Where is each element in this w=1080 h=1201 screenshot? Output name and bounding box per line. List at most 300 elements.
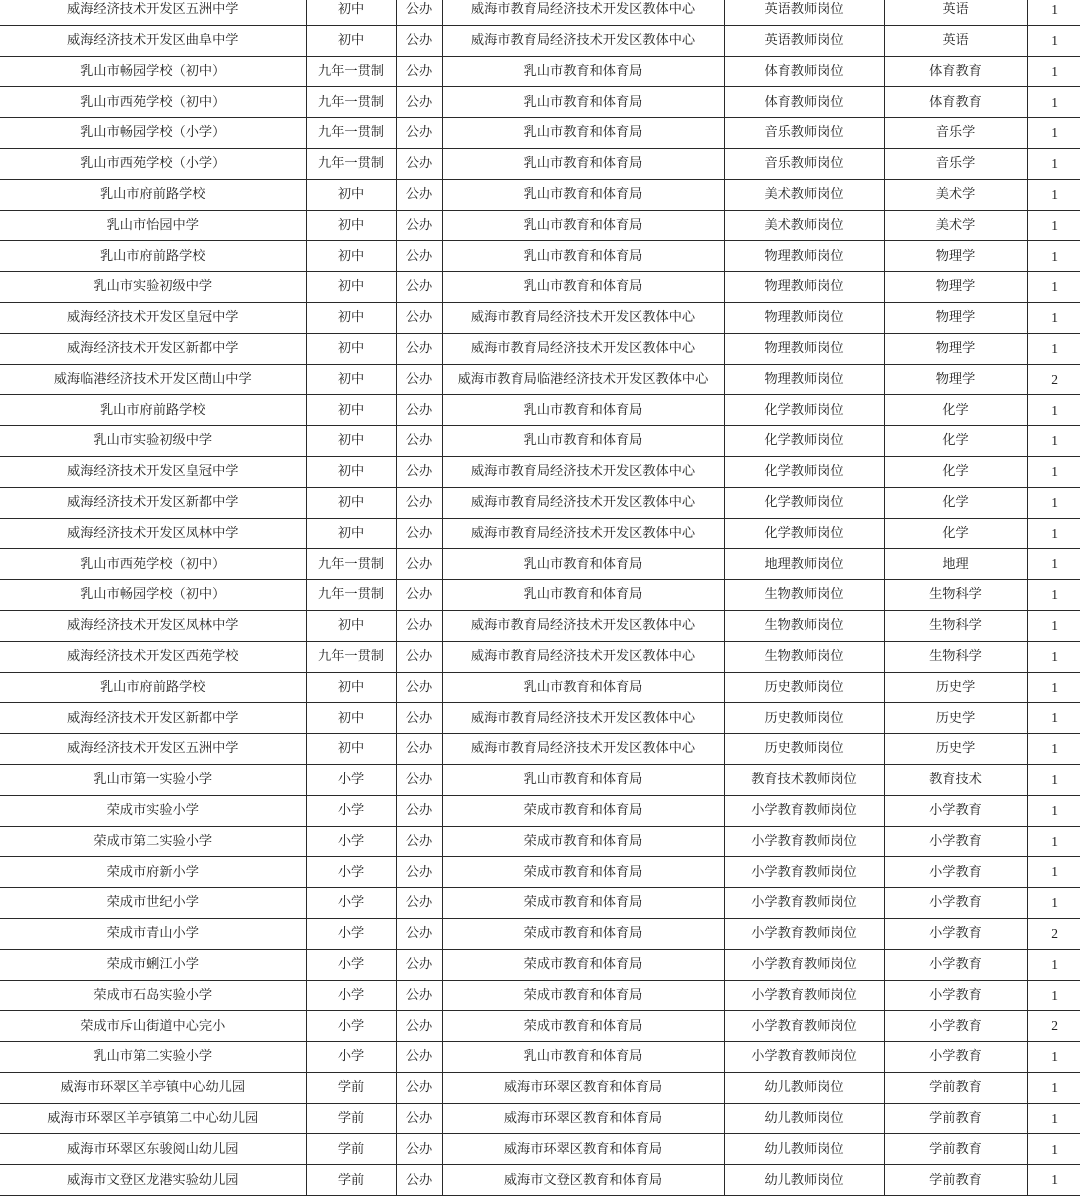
school-type-cell: 小学	[306, 857, 396, 888]
table-row	[0, 333, 1080, 364]
position-cell: 英语教师岗位	[724, 25, 884, 56]
table-row	[0, 148, 1080, 179]
school-type-cell: 九年一贯制	[306, 580, 396, 611]
count-cell: 1	[1027, 0, 1080, 25]
authority-cell: 威海市教育局经济技术开发区教体中心	[442, 703, 724, 734]
count-cell: 1	[1027, 641, 1080, 672]
count-cell: 1	[1027, 826, 1080, 857]
ownership-cell: 公办	[396, 1165, 442, 1196]
count-cell: 1	[1027, 672, 1080, 703]
ownership-cell: 公办	[396, 364, 442, 395]
authority-cell: 乳山市教育和体育局	[442, 426, 724, 457]
school-cell: 威海市环翠区羊亭镇第二中心幼儿园	[0, 1103, 306, 1134]
school-type-cell: 九年一贯制	[306, 549, 396, 580]
school-cell: 荣成市石岛实验小学	[0, 980, 306, 1011]
school-type-cell: 学前	[306, 1103, 396, 1134]
table-row	[0, 641, 1080, 672]
ownership-cell: 公办	[396, 610, 442, 641]
position-cell: 物理教师岗位	[724, 302, 884, 333]
table-row	[0, 703, 1080, 734]
authority-cell: 威海市教育局临港经济技术开发区教体中心	[442, 364, 724, 395]
school-type-cell: 初中	[306, 179, 396, 210]
position-cell: 音乐教师岗位	[724, 118, 884, 149]
major-cell: 教育技术	[884, 764, 1027, 795]
ownership-cell: 公办	[396, 56, 442, 87]
school-cell: 威海市环翠区东骏阅山幼儿园	[0, 1134, 306, 1165]
ownership-cell: 公办	[396, 241, 442, 272]
position-cell: 教育技术教师岗位	[724, 764, 884, 795]
table-row	[0, 949, 1080, 980]
major-cell: 学前教育	[884, 1072, 1027, 1103]
count-cell: 1	[1027, 179, 1080, 210]
count-cell: 1	[1027, 1103, 1080, 1134]
authority-cell: 荣成市教育和体育局	[442, 795, 724, 826]
school-cell: 乳山市实验初级中学	[0, 426, 306, 457]
authority-cell: 威海市教育局经济技术开发区教体中心	[442, 610, 724, 641]
school-cell: 乳山市府前路学校	[0, 241, 306, 272]
major-cell: 化学	[884, 426, 1027, 457]
school-type-cell: 初中	[306, 672, 396, 703]
major-cell: 英语	[884, 25, 1027, 56]
ownership-cell: 公办	[396, 826, 442, 857]
authority-cell: 威海市教育局经济技术开发区教体中心	[442, 0, 724, 25]
major-cell: 体育教育	[884, 87, 1027, 118]
authority-cell: 乳山市教育和体育局	[442, 118, 724, 149]
authority-cell: 乳山市教育和体育局	[442, 580, 724, 611]
table-row	[0, 302, 1080, 333]
position-cell: 小学教育教师岗位	[724, 826, 884, 857]
position-cell: 化学教师岗位	[724, 487, 884, 518]
position-cell: 物理教师岗位	[724, 241, 884, 272]
school-cell: 乳山市畅园学校（初中）	[0, 580, 306, 611]
position-cell: 幼儿教师岗位	[724, 1072, 884, 1103]
ownership-cell: 公办	[396, 518, 442, 549]
major-cell: 化学	[884, 487, 1027, 518]
authority-cell: 荣成市教育和体育局	[442, 888, 724, 919]
ownership-cell: 公办	[396, 179, 442, 210]
school-cell: 威海经济技术开发区五洲中学	[0, 0, 306, 25]
major-cell: 音乐学	[884, 148, 1027, 179]
authority-cell: 乳山市教育和体育局	[442, 672, 724, 703]
school-cell: 威海经济技术开发区新都中学	[0, 487, 306, 518]
authority-cell: 威海市文登区教育和体育局	[442, 1165, 724, 1196]
position-cell: 化学教师岗位	[724, 395, 884, 426]
table-row	[0, 1011, 1080, 1042]
school-type-cell: 小学	[306, 888, 396, 919]
school-cell: 乳山市第一实验小学	[0, 764, 306, 795]
table-row	[0, 426, 1080, 457]
ownership-cell: 公办	[396, 580, 442, 611]
count-cell: 1	[1027, 1165, 1080, 1196]
school-cell: 威海经济技术开发区西苑学校	[0, 641, 306, 672]
table-row	[0, 210, 1080, 241]
count-cell: 1	[1027, 703, 1080, 734]
school-cell: 荣成市世纪小学	[0, 888, 306, 919]
major-cell: 小学教育	[884, 888, 1027, 919]
count-cell: 2	[1027, 1011, 1080, 1042]
position-cell: 物理教师岗位	[724, 272, 884, 303]
school-cell: 威海经济技术开发区新都中学	[0, 703, 306, 734]
major-cell: 小学教育	[884, 795, 1027, 826]
count-cell: 1	[1027, 1042, 1080, 1073]
ownership-cell: 公办	[396, 888, 442, 919]
position-cell: 生物教师岗位	[724, 610, 884, 641]
position-cell: 生物教师岗位	[724, 580, 884, 611]
count-cell: 1	[1027, 1072, 1080, 1103]
count-cell: 1	[1027, 25, 1080, 56]
major-cell: 学前教育	[884, 1103, 1027, 1134]
authority-cell: 荣成市教育和体育局	[442, 857, 724, 888]
school-type-cell: 九年一贯制	[306, 118, 396, 149]
major-cell: 物理学	[884, 364, 1027, 395]
count-cell: 1	[1027, 518, 1080, 549]
school-type-cell: 初中	[306, 456, 396, 487]
major-cell: 历史学	[884, 734, 1027, 765]
school-cell: 威海临港经济技术开发区蔄山中学	[0, 364, 306, 395]
authority-cell: 荣成市教育和体育局	[442, 980, 724, 1011]
school-type-cell: 小学	[306, 826, 396, 857]
authority-cell: 威海市教育局经济技术开发区教体中心	[442, 302, 724, 333]
authority-cell: 荣成市教育和体育局	[442, 1011, 724, 1042]
school-cell: 威海经济技术开发区五洲中学	[0, 734, 306, 765]
school-type-cell: 小学	[306, 795, 396, 826]
authority-cell: 乳山市教育和体育局	[442, 1042, 724, 1073]
authority-cell: 乳山市教育和体育局	[442, 179, 724, 210]
school-cell: 荣成市府新小学	[0, 857, 306, 888]
school-cell: 威海经济技术开发区凤林中学	[0, 518, 306, 549]
major-cell: 美术学	[884, 210, 1027, 241]
table-row	[0, 241, 1080, 272]
school-type-cell: 初中	[306, 734, 396, 765]
school-cell: 威海经济技术开发区凤林中学	[0, 610, 306, 641]
table-row	[0, 580, 1080, 611]
authority-cell: 荣成市教育和体育局	[442, 826, 724, 857]
table-row	[0, 1042, 1080, 1073]
count-cell: 1	[1027, 549, 1080, 580]
position-cell: 小学教育教师岗位	[724, 795, 884, 826]
major-cell: 美术学	[884, 179, 1027, 210]
count-cell: 1	[1027, 118, 1080, 149]
school-type-cell: 初中	[306, 395, 396, 426]
position-cell: 美术教师岗位	[724, 179, 884, 210]
school-cell: 威海经济技术开发区曲阜中学	[0, 25, 306, 56]
table-row	[0, 118, 1080, 149]
table-row	[0, 610, 1080, 641]
ownership-cell: 公办	[396, 1134, 442, 1165]
count-cell: 1	[1027, 210, 1080, 241]
position-cell: 小学教育教师岗位	[724, 888, 884, 919]
ownership-cell: 公办	[396, 1072, 442, 1103]
position-cell: 体育教师岗位	[724, 87, 884, 118]
count-cell: 1	[1027, 395, 1080, 426]
school-cell: 乳山市西苑学校（小学）	[0, 148, 306, 179]
ownership-cell: 公办	[396, 980, 442, 1011]
ownership-cell: 公办	[396, 918, 442, 949]
school-type-cell: 学前	[306, 1134, 396, 1165]
position-cell: 生物教师岗位	[724, 641, 884, 672]
school-type-cell: 初中	[306, 703, 396, 734]
school-type-cell: 初中	[306, 426, 396, 457]
count-cell: 1	[1027, 949, 1080, 980]
ownership-cell: 公办	[396, 703, 442, 734]
ownership-cell: 公办	[396, 734, 442, 765]
major-cell: 化学	[884, 395, 1027, 426]
ownership-cell: 公办	[396, 641, 442, 672]
school-type-cell: 初中	[306, 518, 396, 549]
authority-cell: 威海市教育局经济技术开发区教体中心	[442, 25, 724, 56]
position-cell: 音乐教师岗位	[724, 148, 884, 179]
school-type-cell: 初中	[306, 210, 396, 241]
table-row	[0, 1134, 1080, 1165]
table-row	[0, 918, 1080, 949]
table-row	[0, 826, 1080, 857]
authority-cell: 威海市教育局经济技术开发区教体中心	[442, 456, 724, 487]
table-row	[0, 734, 1080, 765]
position-cell: 化学教师岗位	[724, 426, 884, 457]
major-cell: 英语	[884, 0, 1027, 25]
school-type-cell: 初中	[306, 272, 396, 303]
table-row	[0, 487, 1080, 518]
school-cell: 乳山市府前路学校	[0, 179, 306, 210]
ownership-cell: 公办	[396, 210, 442, 241]
school-type-cell: 小学	[306, 918, 396, 949]
school-type-cell: 小学	[306, 764, 396, 795]
school-type-cell: 小学	[306, 980, 396, 1011]
position-cell: 小学教育教师岗位	[724, 857, 884, 888]
authority-cell: 威海市环翠区教育和体育局	[442, 1134, 724, 1165]
count-cell: 1	[1027, 302, 1080, 333]
position-cell: 化学教师岗位	[724, 456, 884, 487]
major-cell: 物理学	[884, 302, 1027, 333]
major-cell: 物理学	[884, 241, 1027, 272]
major-cell: 小学教育	[884, 857, 1027, 888]
major-cell: 体育教育	[884, 56, 1027, 87]
school-cell: 乳山市府前路学校	[0, 395, 306, 426]
authority-cell: 威海市环翠区教育和体育局	[442, 1072, 724, 1103]
table-row	[0, 549, 1080, 580]
count-cell: 1	[1027, 580, 1080, 611]
count-cell: 1	[1027, 487, 1080, 518]
major-cell: 地理	[884, 549, 1027, 580]
authority-cell: 荣成市教育和体育局	[442, 949, 724, 980]
ownership-cell: 公办	[396, 148, 442, 179]
ownership-cell: 公办	[396, 302, 442, 333]
authority-cell: 威海市教育局经济技术开发区教体中心	[442, 487, 724, 518]
count-cell: 1	[1027, 1134, 1080, 1165]
position-cell: 小学教育教师岗位	[724, 1011, 884, 1042]
count-cell: 1	[1027, 610, 1080, 641]
ownership-cell: 公办	[396, 426, 442, 457]
count-cell: 2	[1027, 364, 1080, 395]
count-cell: 1	[1027, 764, 1080, 795]
ownership-cell: 公办	[396, 795, 442, 826]
ownership-cell: 公办	[396, 0, 442, 25]
major-cell: 小学教育	[884, 1011, 1027, 1042]
count-cell: 1	[1027, 795, 1080, 826]
authority-cell: 威海市教育局经济技术开发区教体中心	[442, 333, 724, 364]
table-row	[0, 795, 1080, 826]
major-cell: 历史学	[884, 703, 1027, 734]
position-cell: 小学教育教师岗位	[724, 918, 884, 949]
table-row	[0, 672, 1080, 703]
table-row	[0, 395, 1080, 426]
position-cell: 地理教师岗位	[724, 549, 884, 580]
ownership-cell: 公办	[396, 456, 442, 487]
table-row	[0, 272, 1080, 303]
major-cell: 小学教育	[884, 826, 1027, 857]
authority-cell: 乳山市教育和体育局	[442, 395, 724, 426]
count-cell: 1	[1027, 734, 1080, 765]
ownership-cell: 公办	[396, 1042, 442, 1073]
school-cell: 乳山市西苑学校（初中）	[0, 87, 306, 118]
school-cell: 乳山市第二实验小学	[0, 1042, 306, 1073]
count-cell: 1	[1027, 456, 1080, 487]
authority-cell: 荣成市教育和体育局	[442, 918, 724, 949]
authority-cell: 乳山市教育和体育局	[442, 87, 724, 118]
ownership-cell: 公办	[396, 857, 442, 888]
school-type-cell: 初中	[306, 333, 396, 364]
school-cell: 威海市文登区龙港实验幼儿园	[0, 1165, 306, 1196]
authority-cell: 乳山市教育和体育局	[442, 210, 724, 241]
authority-cell: 乳山市教育和体育局	[442, 56, 724, 87]
school-cell: 荣成市实验小学	[0, 795, 306, 826]
school-cell: 荣成市蜊江小学	[0, 949, 306, 980]
school-cell: 威海经济技术开发区皇冠中学	[0, 456, 306, 487]
position-cell: 物理教师岗位	[724, 333, 884, 364]
count-cell: 1	[1027, 56, 1080, 87]
table-row	[0, 518, 1080, 549]
position-cell: 历史教师岗位	[724, 734, 884, 765]
major-cell: 物理学	[884, 272, 1027, 303]
authority-cell: 乳山市教育和体育局	[442, 148, 724, 179]
school-type-cell: 九年一贯制	[306, 87, 396, 118]
authority-cell: 乳山市教育和体育局	[442, 549, 724, 580]
position-cell: 幼儿教师岗位	[724, 1134, 884, 1165]
major-cell: 物理学	[884, 333, 1027, 364]
count-cell: 1	[1027, 980, 1080, 1011]
table-row	[0, 1072, 1080, 1103]
count-cell: 1	[1027, 148, 1080, 179]
school-type-cell: 学前	[306, 1072, 396, 1103]
ownership-cell: 公办	[396, 118, 442, 149]
position-cell: 小学教育教师岗位	[724, 949, 884, 980]
position-cell: 幼儿教师岗位	[724, 1103, 884, 1134]
position-cell: 英语教师岗位	[724, 0, 884, 25]
table-row	[0, 56, 1080, 87]
school-type-cell: 初中	[306, 25, 396, 56]
position-cell: 物理教师岗位	[724, 364, 884, 395]
school-type-cell: 九年一贯制	[306, 148, 396, 179]
table-row	[0, 1103, 1080, 1134]
major-cell: 小学教育	[884, 949, 1027, 980]
school-cell: 乳山市府前路学校	[0, 672, 306, 703]
authority-cell: 威海市环翠区教育和体育局	[442, 1103, 724, 1134]
school-type-cell: 九年一贯制	[306, 56, 396, 87]
table-row	[0, 456, 1080, 487]
ownership-cell: 公办	[396, 87, 442, 118]
position-cell: 化学教师岗位	[724, 518, 884, 549]
table-row	[0, 857, 1080, 888]
major-cell: 历史学	[884, 672, 1027, 703]
table-row	[0, 0, 1080, 25]
major-cell: 音乐学	[884, 118, 1027, 149]
school-type-cell: 小学	[306, 1042, 396, 1073]
count-cell: 1	[1027, 333, 1080, 364]
ownership-cell: 公办	[396, 272, 442, 303]
count-cell: 1	[1027, 857, 1080, 888]
major-cell: 生物科学	[884, 610, 1027, 641]
authority-cell: 威海市教育局经济技术开发区教体中心	[442, 518, 724, 549]
position-cell: 幼儿教师岗位	[724, 1165, 884, 1196]
table-row	[0, 1165, 1080, 1196]
school-type-cell: 初中	[306, 241, 396, 272]
major-cell: 生物科学	[884, 580, 1027, 611]
ownership-cell: 公办	[396, 672, 442, 703]
ownership-cell: 公办	[396, 395, 442, 426]
school-cell: 乳山市实验初级中学	[0, 272, 306, 303]
authority-cell: 乳山市教育和体育局	[442, 764, 724, 795]
major-cell: 生物科学	[884, 641, 1027, 672]
major-cell: 化学	[884, 518, 1027, 549]
school-type-cell: 初中	[306, 0, 396, 25]
position-cell: 历史教师岗位	[724, 703, 884, 734]
ownership-cell: 公办	[396, 549, 442, 580]
school-cell: 荣成市第二实验小学	[0, 826, 306, 857]
school-type-cell: 学前	[306, 1165, 396, 1196]
ownership-cell: 公办	[396, 333, 442, 364]
position-cell: 体育教师岗位	[724, 56, 884, 87]
ownership-cell: 公办	[396, 1011, 442, 1042]
school-cell: 威海经济技术开发区新都中学	[0, 333, 306, 364]
table-row	[0, 980, 1080, 1011]
school-cell: 威海经济技术开发区皇冠中学	[0, 302, 306, 333]
count-cell: 1	[1027, 87, 1080, 118]
count-cell: 1	[1027, 241, 1080, 272]
ownership-cell: 公办	[396, 487, 442, 518]
position-cell: 历史教师岗位	[724, 672, 884, 703]
school-type-cell: 初中	[306, 487, 396, 518]
major-cell: 小学教育	[884, 918, 1027, 949]
school-cell: 乳山市西苑学校（初中）	[0, 549, 306, 580]
school-cell: 乳山市畅园学校（初中）	[0, 56, 306, 87]
school-cell: 乳山市怡园中学	[0, 210, 306, 241]
count-cell: 1	[1027, 272, 1080, 303]
major-cell: 学前教育	[884, 1134, 1027, 1165]
table-row	[0, 888, 1080, 919]
authority-cell: 威海市教育局经济技术开发区教体中心	[442, 641, 724, 672]
school-type-cell: 九年一贯制	[306, 641, 396, 672]
school-type-cell: 初中	[306, 610, 396, 641]
count-cell: 1	[1027, 888, 1080, 919]
count-cell: 1	[1027, 426, 1080, 457]
position-cell: 小学教育教师岗位	[724, 1042, 884, 1073]
ownership-cell: 公办	[396, 25, 442, 56]
table-row	[0, 25, 1080, 56]
ownership-cell: 公办	[396, 949, 442, 980]
table-row	[0, 764, 1080, 795]
school-cell: 荣成市斥山街道中心完小	[0, 1011, 306, 1042]
authority-cell: 乳山市教育和体育局	[442, 241, 724, 272]
school-cell: 威海市环翠区羊亭镇中心幼儿园	[0, 1072, 306, 1103]
ownership-cell: 公办	[396, 1103, 442, 1134]
school-type-cell: 小学	[306, 1011, 396, 1042]
table-row	[0, 87, 1080, 118]
school-type-cell: 小学	[306, 949, 396, 980]
count-cell: 2	[1027, 918, 1080, 949]
school-cell: 乳山市畅园学校（小学）	[0, 118, 306, 149]
major-cell: 小学教育	[884, 980, 1027, 1011]
school-cell: 荣成市青山小学	[0, 918, 306, 949]
